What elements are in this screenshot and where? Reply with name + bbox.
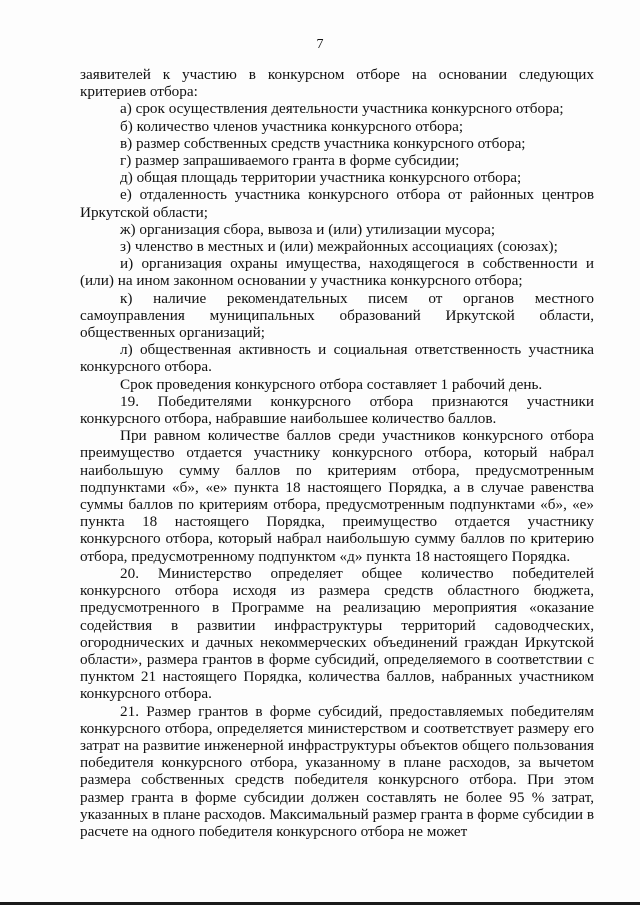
criterion-k: к) наличие рекомендательных писем от органов местного самоуправления муниципальных образований Иркутской области, общественных организаций; [80, 289, 594, 342]
clause-20: 20. Министерство определяет общее количество победителей конкурсного отбора исходя из размера средств областного бюджета, предусмотренного в Программе на реализацию мероприятия «оказание содействия в развитии инфраструктуры территорий садоводческих, огороднических и дачных некоммерческих объединений граждан Иркутской области», размера грантов в форме субсидий, определяемого в соответствии с пунктом 21 настоящего Порядка, количества баллов, набранных участником конкурсного отбора. [80, 564, 594, 703]
criterion-g: г) размер запрашиваемого гранта в форме субсидии; [120, 152, 460, 170]
criterion-v: в) размер собственных средств участника конкурсного отбора; [120, 134, 526, 152]
criterion-zh: ж) организация сбора, вывоза и (или) утилизации мусора; [120, 220, 496, 238]
criterion-b: б) количество членов участника конкурсного отбора; [120, 117, 464, 135]
criterion-e: е) отдаленность участника конкурсного отбора от районных центров Иркутской области; [80, 186, 594, 221]
clause-21: 21. Размер грантов в форме субсидий, предоставляемых победителям конкурсного отбора, определяется министерством и соответствует размеру его затрат на развитие инженерной инфраструктуры объектов общего пользования победителя конкурсного отбора, указанному в плане расходов, за вычетом размера собственных средств победителя конкурсного отбора. При этом размер гранта в форме субсидии должен составлять не более 95 % затрат, указанных в плане расходов. Максимальный размер гранта в форме субсидии в расчете на одного победителя конкурсного отбора не может [80, 702, 594, 840]
clause-19-tie-rule: При равном количестве баллов среди участников конкурсного отбора преимущество отдается участнику конкурсного отбора, который набрал наибольшую сумму баллов по критериям отбора, предусмотренным подпунктами «б», «е» пункта 18 настоящего Порядка, а в случае равенства суммы баллов по критериям отбора, предусмотренным подпунктами «б», «е» пункта 18 настоящего Порядка, преимущество отдается участнику конкурсного отбора, который набрал наибольшую сумму баллов по критерию отбора, предусмотренному подпунктом «д» пункта 18 настоящего Порядка. [80, 427, 594, 565]
selection-duration: Срок проведения конкурсного отбора составляет 1 рабочий день. [120, 375, 543, 393]
criterion-z: з) членство в местных и (или) межрайонных ассоциациях (союзах); [120, 238, 558, 256]
criterion-d: д) общая площадь территории участника конкурсного отбора; [120, 169, 522, 187]
paragraph-continuation: заявителей к участию в конкурсном отборе на основании следующих критериев отбора: [80, 66, 594, 101]
criterion-l: л) общественная активность и социальная ответственность участника конкурсного отбора. [80, 341, 594, 376]
criterion-i: и) организация охраны имущества, находящегося в собственности и (или) на ином законном основании у участника конкурсного отбора; [80, 255, 594, 290]
page-number: 7 [316, 37, 324, 52]
document-body [80, 66, 594, 840]
clause-19: 19. Победителями конкурсного отбора признаются участники конкурсного отбора, набравшие наибольшее количество баллов. [80, 392, 594, 428]
criterion-a: а) срок осуществления деятельности участника конкурсного отбора; [120, 100, 564, 118]
